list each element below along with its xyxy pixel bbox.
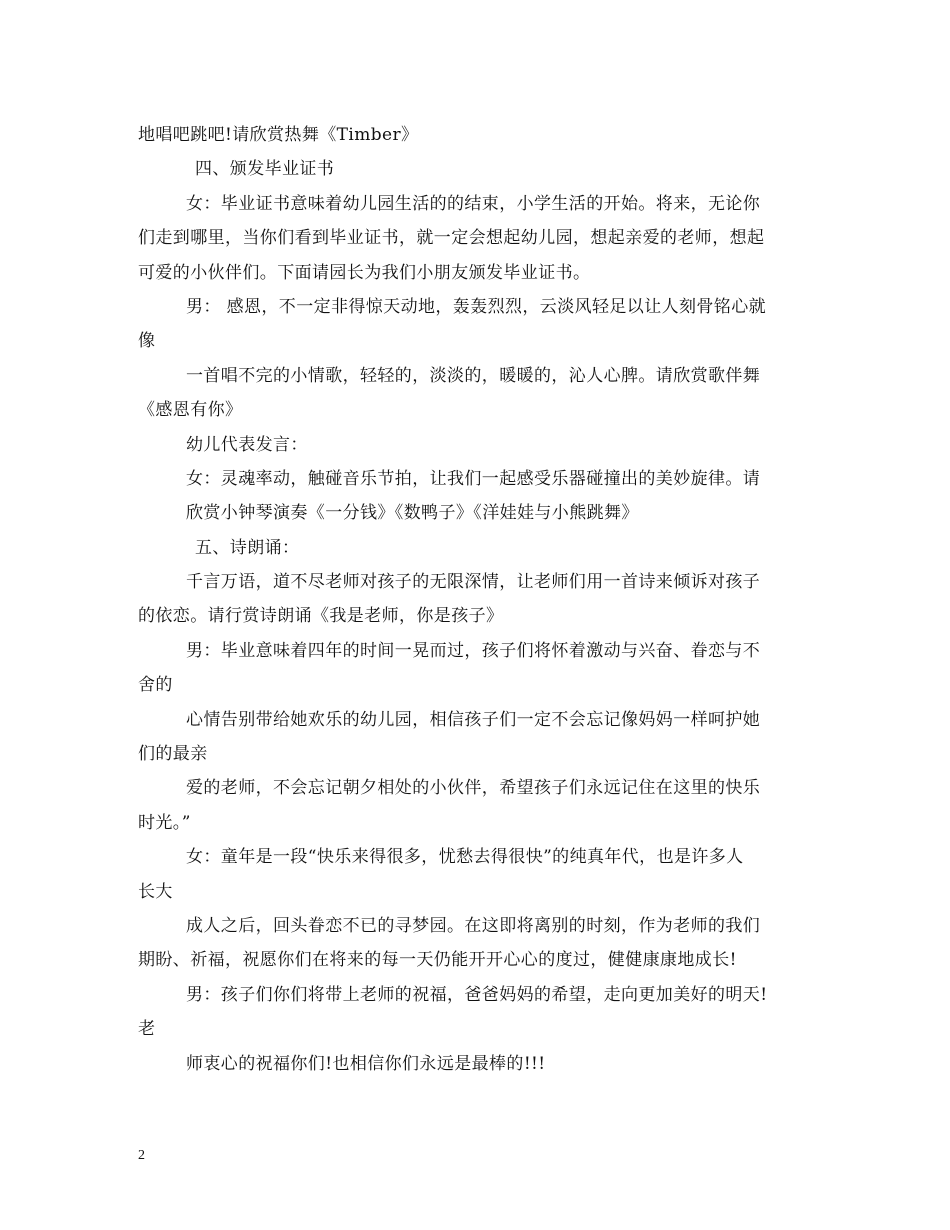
text-line: 女：童年是一段“快乐来得很多，忧愁去得很快”的纯真年代，也是许多人 bbox=[186, 847, 744, 868]
text-line: 地唱吧跳吧!请欣赏热舞《Timber》 bbox=[138, 125, 419, 145]
section-heading: 四、颁发毕业证书 bbox=[195, 159, 335, 180]
text-line: 爱的老师，不会忘记朝夕相处的小伙伴，希望孩子们永远记住在这里的快乐 bbox=[186, 778, 761, 799]
text-line: 老 bbox=[138, 1019, 156, 1040]
text-line: 长大 bbox=[138, 881, 173, 902]
text-line: 们走到哪里，当你们看到毕业证书，就一定会想起幼儿园，想起亲爱的老师，想起 bbox=[138, 228, 765, 249]
text-line: 成人之后，回头眷恋不已的寻梦园。在这即将离别的时刻，作为老师的我们 bbox=[186, 915, 761, 936]
document-body bbox=[138, 118, 818, 1081]
text-line: 期盼、祈福，祝愿你们在将来的每一天仍能开开心心的度过，健健康康地成长! bbox=[138, 950, 737, 971]
text-line: 的依恋。请行赏诗朗诵《我是老师，你是孩子》 bbox=[138, 606, 504, 627]
section-heading: 五、诗朗诵： bbox=[195, 537, 300, 558]
text-line: 一首唱不完的小情歌，轻轻的，淡淡的，暖暖的，沁人心脾。请欣赏歌伴舞 bbox=[186, 365, 761, 386]
text-line: 女：毕业证书意味着幼儿园生活的的结束，小学生活的开始。将来，无论你 bbox=[186, 193, 761, 214]
text-line: 男： 感恩，不一定非得惊天动地，轰轰烈烈，云淡风轻足以让人刻骨铭心就 bbox=[186, 296, 767, 317]
text-line: 心情告别带给她欢乐的幼儿园，相信孩子们一定不会忘记像妈妈一样呵护她 bbox=[186, 709, 761, 730]
page-number: 2 bbox=[138, 1148, 145, 1163]
text-line: 像 bbox=[138, 331, 156, 352]
text-line: 欣赏小钟琴演奏《一分钱》《数鸭子》《洋娃娃与小熊跳舞》 bbox=[186, 503, 639, 524]
text-line: 师衷心的祝福你们!也相信你们永远是最棒的!!! bbox=[186, 1053, 546, 1074]
text-line: 男：毕业意味着四年的时间一晃而过，孩子们将怀着激动与兴奋、眷恋与不 bbox=[186, 640, 761, 661]
text-line: 《感恩有你》 bbox=[138, 400, 243, 421]
text-line: 可爱的小伙伴们。下面请园长为我们小朋友颁发毕业证书。 bbox=[138, 262, 591, 283]
text-line: 男：孩子们你们将带上老师的祝福，爸爸妈妈的希望，走向更加美好的明天! bbox=[186, 984, 768, 1005]
text-line: 舍的 bbox=[138, 675, 173, 696]
text-line: 千言万语，道不尽老师对孩子的无限深情，让老师们用一首诗来倾诉对孩子 bbox=[186, 572, 761, 593]
text-line: 幼儿代表发言： bbox=[186, 434, 308, 455]
text-line: 女：灵魂率动，触碰音乐节拍，让我们一起感受乐器碰撞出的美妙旋律。请 bbox=[186, 468, 761, 489]
text-line: 时光。” bbox=[138, 812, 191, 833]
text-line: 们的最亲 bbox=[138, 744, 208, 765]
